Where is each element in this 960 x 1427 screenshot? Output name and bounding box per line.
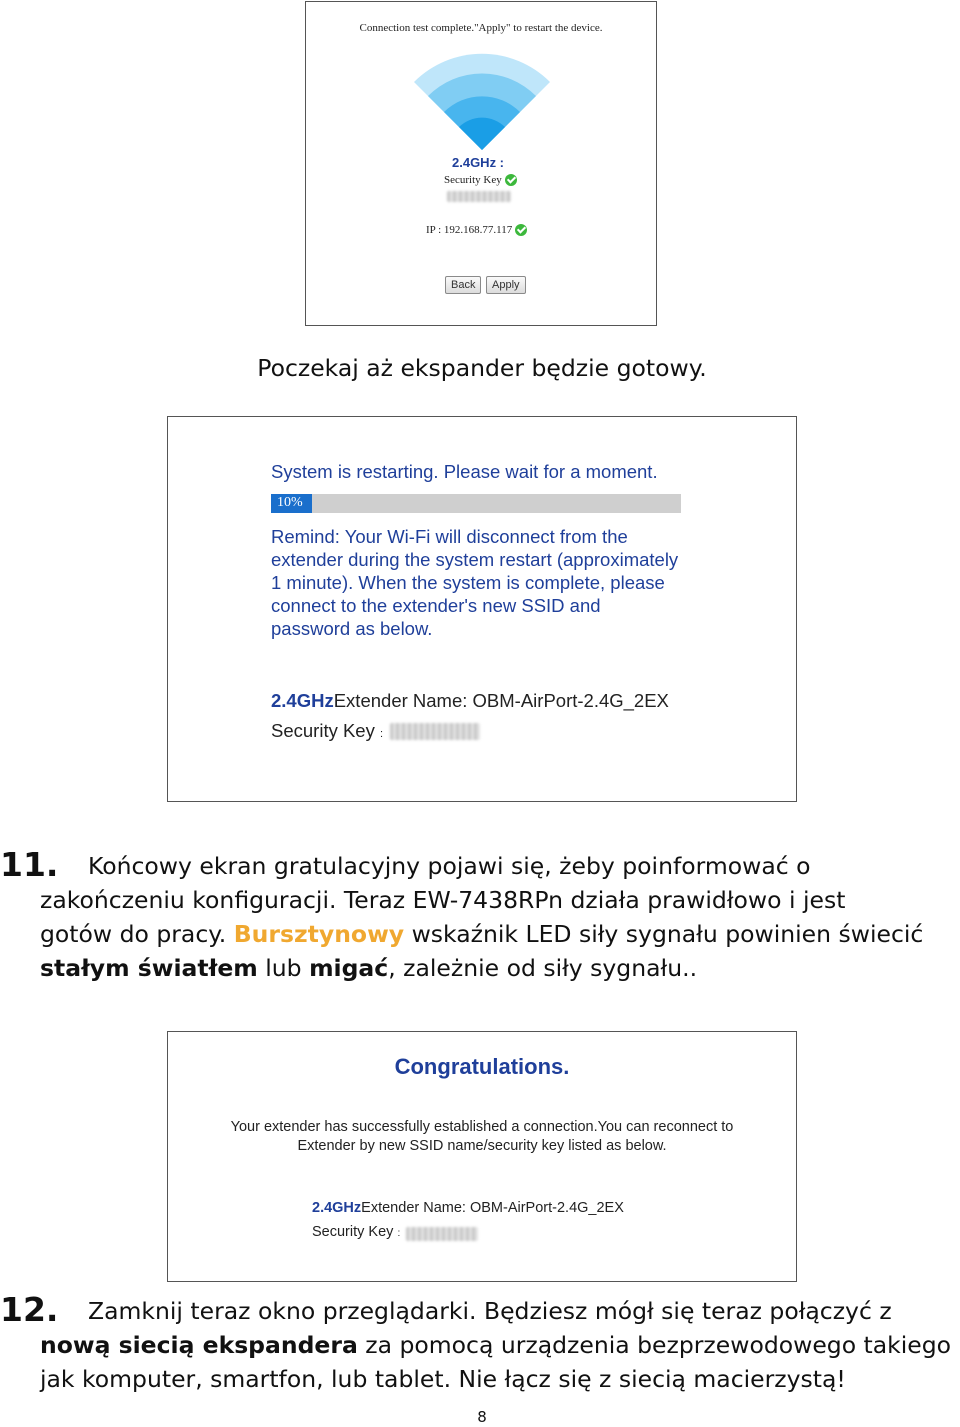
step-number: 11. bbox=[0, 845, 59, 884]
restarting-screenshot bbox=[167, 416, 797, 802]
connection-test-message: Connection test complete."Apply" to restart the device. bbox=[359, 22, 603, 34]
step11-line: gotów do pracy. Bursztynowy wskaźnik LED siły sygnału powinien świecić bbox=[40, 920, 924, 948]
ip-address-text: IP : 192.168.77.117 bbox=[426, 224, 513, 236]
apply-button[interactable]: Apply bbox=[486, 276, 526, 294]
step-number: 12. bbox=[0, 1290, 59, 1329]
key-colon: : bbox=[397, 1228, 401, 1239]
wifi-signal-icon bbox=[411, 50, 553, 154]
step12-line: jak komputer, smartfon, lub tablet. Nie łącz się z siecią macierzystą! bbox=[40, 1365, 846, 1393]
security-key-label: Security Key bbox=[271, 720, 375, 741]
restart-progress-bar bbox=[271, 494, 681, 513]
progress-label: 10% bbox=[277, 495, 303, 510]
remind-line: extender during the system restart (approximately bbox=[271, 549, 679, 570]
wait-caption: Poczekaj aż ekspander będzie gotowy. bbox=[257, 354, 707, 382]
ip-row bbox=[426, 224, 527, 236]
security-key-label: Security Key bbox=[312, 1224, 394, 1240]
blurred-security-key bbox=[406, 1227, 478, 1241]
band-label: 2.4GHz : bbox=[452, 155, 505, 170]
extender-name-row bbox=[312, 1200, 624, 1216]
amber-word: Bursztynowy bbox=[233, 920, 405, 948]
security-key-row bbox=[312, 1224, 400, 1240]
remind-text bbox=[271, 525, 678, 640]
step12-line: Zamknij teraz okno przeglądarki. Będziesz mógł się teraz połączyć z bbox=[88, 1297, 892, 1325]
page-number: 8 bbox=[477, 1408, 487, 1426]
remind-line: Remind: Your Wi-Fi will disconnect from the bbox=[271, 526, 628, 547]
remind-line: 1 minute). When the system is complete, please bbox=[271, 572, 665, 593]
key-colon: : bbox=[380, 728, 384, 740]
step11-line: zakończeniu konfiguracji. Teraz EW-7438RPn działa prawidłowo i jest bbox=[40, 886, 846, 914]
check-icon bbox=[505, 174, 517, 186]
extender-name-row bbox=[271, 690, 669, 712]
step12-line: nową siecią ekspandera za pomocą urządzenia bezprzewodowego takiego bbox=[40, 1331, 952, 1359]
restarting-title: System is restarting. Please wait for a moment. bbox=[271, 461, 658, 482]
blurred-security-key bbox=[390, 723, 480, 740]
remind-line: connect to the extender's new SSID and bbox=[271, 595, 601, 616]
remind-line: password as below. bbox=[271, 618, 433, 639]
back-button[interactable]: Back bbox=[445, 276, 481, 294]
blurred-security-key bbox=[447, 191, 511, 202]
security-key-label: Security Key bbox=[444, 174, 502, 186]
extender-name-text: Extender Name: OBM-AirPort-2.4G_2EX bbox=[333, 690, 669, 711]
congratulations-screenshot bbox=[167, 1031, 797, 1282]
step11-line: stałym światłem lub migać, zależnie od siły sygnału.. bbox=[40, 954, 698, 982]
band-label: 2.4GHz bbox=[271, 690, 334, 711]
connection-test-screenshot bbox=[305, 1, 657, 326]
band-label: 2.4GHz bbox=[312, 1200, 362, 1216]
congratulations-body: Your extender has successfully established a connection.You can reconnect to Extender by new SSID name/security key listed as below. bbox=[230, 1119, 734, 1154]
check-icon bbox=[515, 224, 527, 236]
congratulations-title: Congratulations. bbox=[394, 1054, 570, 1079]
security-key-row bbox=[444, 174, 517, 186]
extender-name-text: Extender Name: OBM-AirPort-2.4G_2EX bbox=[361, 1200, 624, 1216]
step11-line: Końcowy ekran gratulacyjny pojawi się, żeby poinformować o bbox=[88, 852, 811, 880]
security-key-row bbox=[271, 720, 383, 742]
